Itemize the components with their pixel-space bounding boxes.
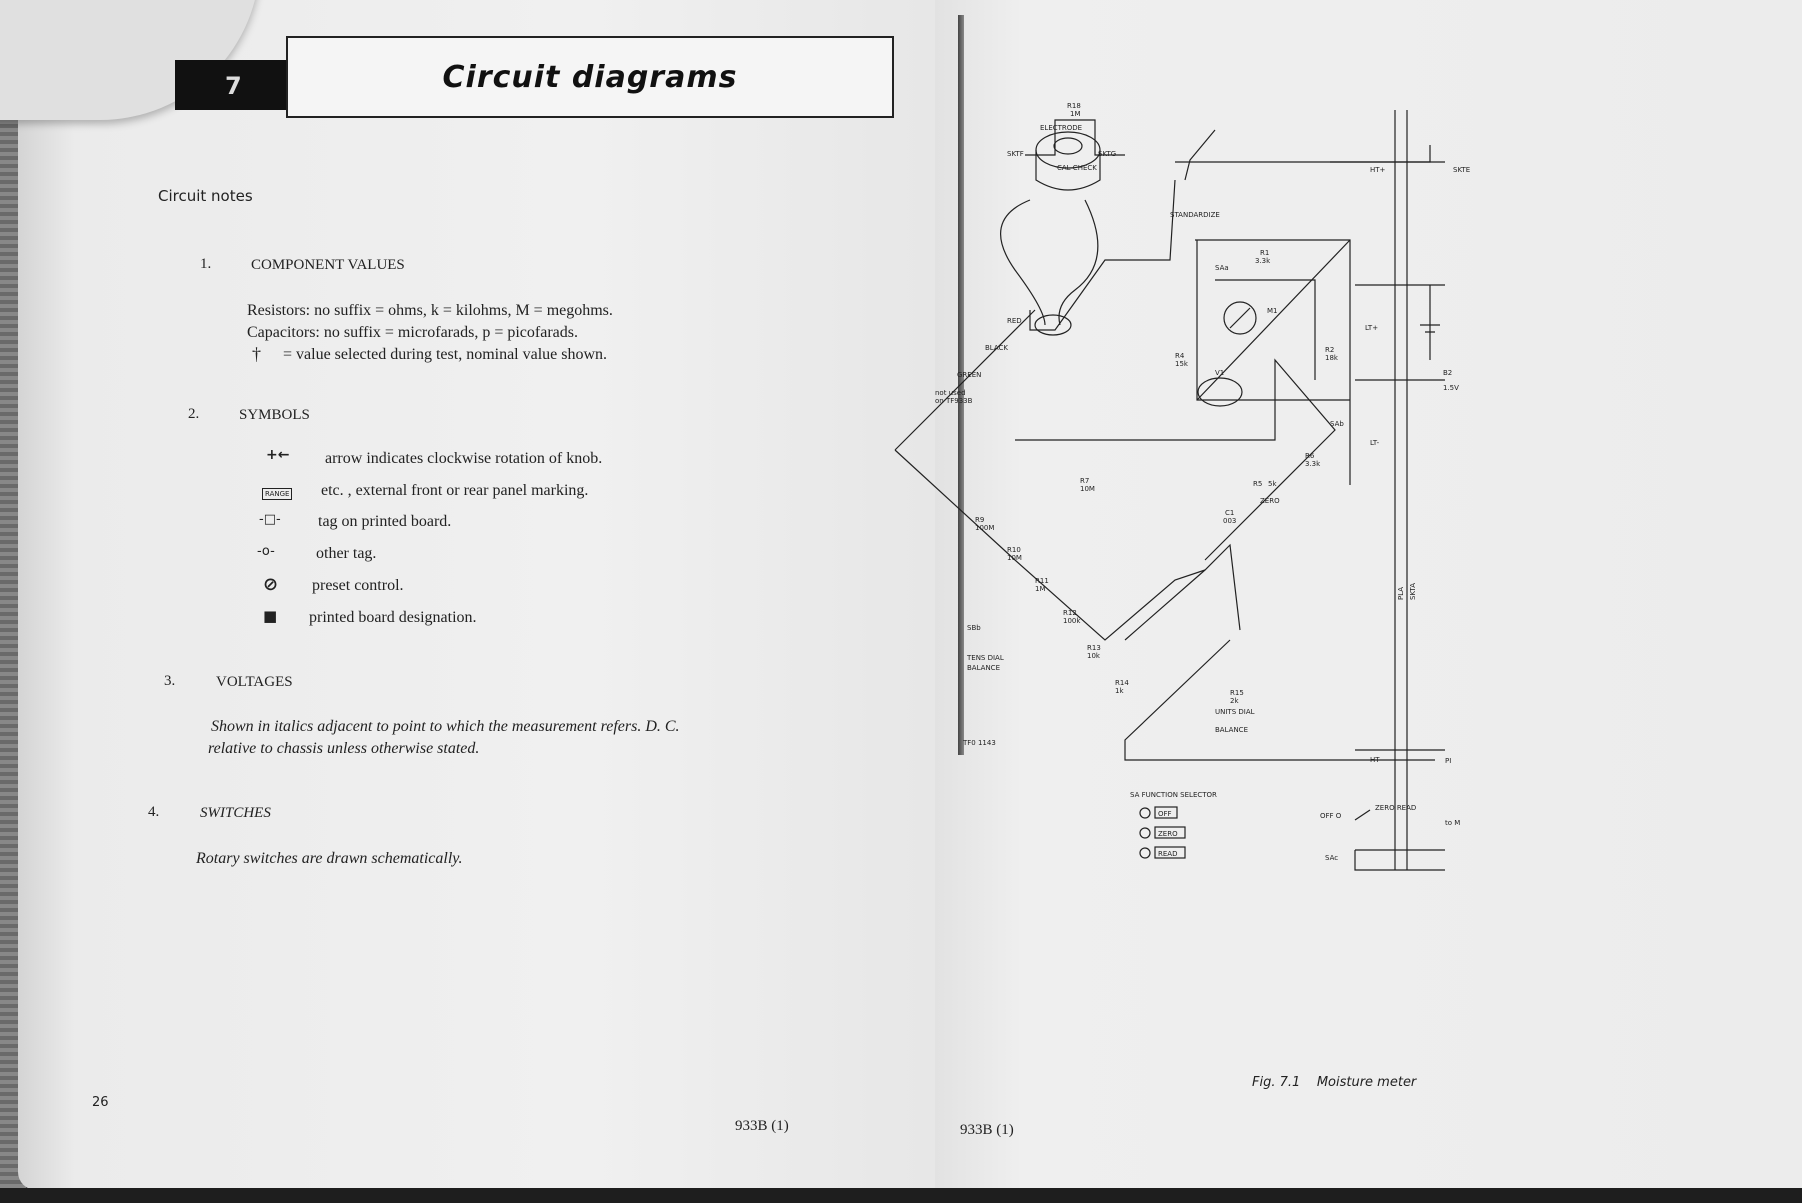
symbol-preset-text: preset control.	[312, 577, 404, 594]
dagger-symbol: †	[252, 344, 261, 364]
svg-text:3.3k: 3.3k	[1255, 257, 1271, 265]
figure-number: Fig. 7.1	[1252, 1075, 1301, 1090]
tag-symbol-glyph: -□-	[259, 512, 281, 527]
svg-text:V1: V1	[1215, 369, 1225, 377]
svg-text:003: 003	[1223, 517, 1237, 525]
svg-text:CAL CHECK: CAL CHECK	[1057, 164, 1097, 172]
note-4-number: 4.	[148, 804, 160, 820]
svg-text:10M: 10M	[1080, 485, 1095, 493]
svg-text:18k: 18k	[1325, 354, 1338, 362]
symbol-tag-text: tag on printed board.	[318, 513, 452, 530]
svg-text:ZERO: ZERO	[1260, 497, 1280, 505]
svg-text:R10: R10	[1007, 546, 1021, 554]
svg-text:SA FUNCTION SELECTOR: SA FUNCTION SELECTOR	[1130, 791, 1217, 799]
svg-text:BLACK: BLACK	[985, 344, 1009, 352]
note-3-line-1: Shown in italics adjacent to point to which the measurement refers. D. C.	[211, 718, 680, 735]
circuit-diagram	[935, 100, 1675, 1000]
note-4-line-1: Rotary switches are drawn schematically.	[196, 850, 463, 867]
svg-text:RED: RED	[1007, 317, 1022, 325]
symbol-arrow-text: arrow indicates clockwise rotation of knob.	[325, 450, 603, 467]
svg-text:1k: 1k	[1115, 687, 1124, 695]
svg-text:1.5V: 1.5V	[1443, 384, 1459, 392]
svg-text:SAb: SAb	[1330, 420, 1344, 428]
svg-text:TENS DIAL: TENS DIAL	[967, 654, 1004, 662]
svg-text:10k: 10k	[1087, 652, 1100, 660]
svg-text:R15: R15	[1230, 689, 1244, 697]
svg-text:R14: R14	[1115, 679, 1129, 687]
right-footer-code: 933B (1)	[960, 1122, 1014, 1138]
note-1-line-3: = value selected during test, nominal value shown.	[283, 346, 608, 363]
chapter-tab	[175, 60, 290, 110]
svg-text:BALANCE: BALANCE	[1215, 726, 1248, 734]
svg-text:OFF O: OFF O	[1320, 812, 1342, 820]
svg-text:100k: 100k	[1063, 617, 1081, 625]
left-footer-code: 933B (1)	[735, 1118, 789, 1134]
svg-text:SKTE: SKTE	[1453, 166, 1471, 174]
svg-text:OFF: OFF	[1158, 810, 1172, 818]
symbol-range-text: etc. , external front or rear panel marking.	[321, 482, 589, 499]
svg-text:M1: M1	[1267, 307, 1278, 315]
svg-text:R11: R11	[1035, 577, 1049, 585]
svg-text:R5: R5	[1253, 480, 1263, 488]
svg-text:R18: R18	[1067, 102, 1081, 110]
svg-text:LT-: LT-	[1370, 439, 1380, 447]
svg-text:PLA: PLA	[1397, 586, 1405, 600]
figure-title: Moisture meter	[1316, 1075, 1417, 1090]
svg-text:SBb: SBb	[967, 624, 981, 632]
svg-text:SKTA: SKTA	[1409, 582, 1417, 600]
spine-shadow	[958, 15, 964, 755]
svg-text:100M: 100M	[975, 524, 995, 532]
svg-text:R12: R12	[1063, 609, 1077, 617]
svg-text:not used: not used	[935, 389, 966, 397]
svg-text:R1: R1	[1260, 249, 1270, 257]
svg-text:C1: C1	[1225, 509, 1235, 517]
page-number: 26	[92, 1095, 109, 1110]
svg-text:SKTF: SKTF	[1007, 150, 1024, 158]
chapter-number: 7	[225, 72, 242, 100]
svg-text:1M: 1M	[1035, 585, 1046, 593]
svg-text:ZERO: ZERO	[1158, 830, 1178, 838]
page-title: Circuit diagrams	[442, 59, 738, 95]
note-1-heading: COMPONENT VALUES	[251, 257, 405, 273]
note-3-line-2: relative to chassis unless otherwise stated.	[208, 740, 480, 757]
svg-text:5k: 5k	[1268, 480, 1277, 488]
svg-text:SAa: SAa	[1215, 264, 1229, 272]
svg-text:GREEN: GREEN	[957, 371, 982, 379]
note-1-line-2: Capacitors: no suffix = microfarads, p = picofarads.	[247, 324, 578, 341]
figure-caption	[1252, 1075, 1416, 1090]
svg-text:HT-: HT-	[1370, 756, 1382, 764]
note-2-heading: SYMBOLS	[239, 407, 310, 423]
svg-text:SAc: SAc	[1325, 854, 1339, 862]
svg-text:ELECTRODE: ELECTRODE	[1040, 124, 1083, 132]
svg-text:ZERO READ: ZERO READ	[1375, 804, 1417, 812]
svg-text:B2: B2	[1443, 369, 1453, 377]
other-tag-glyph: -o-	[257, 544, 275, 559]
title-box	[286, 36, 894, 118]
table-edge	[0, 1188, 1802, 1203]
note-2-number: 2.	[188, 406, 200, 422]
left-page	[18, 0, 963, 1190]
range-symbol-glyph: RANGE	[262, 483, 292, 501]
section-heading: Circuit notes	[158, 187, 253, 205]
svg-text:R9: R9	[975, 516, 985, 524]
svg-text:READ: READ	[1158, 850, 1178, 858]
svg-text:R7: R7	[1080, 477, 1090, 485]
svg-text:STANDARDIZE: STANDARDIZE	[1170, 211, 1220, 219]
svg-text:TF0 1143: TF0 1143	[963, 739, 996, 747]
note-3-heading: VOLTAGES	[216, 674, 293, 690]
svg-text:on TF933B: on TF933B	[935, 397, 973, 405]
svg-text:to M: to M	[1445, 819, 1461, 827]
svg-text:SKTG: SKTG	[1098, 150, 1117, 158]
svg-text:R6: R6	[1305, 452, 1315, 460]
svg-text:PI: PI	[1445, 757, 1452, 765]
svg-text:1M: 1M	[1070, 110, 1081, 118]
board-designation-icon: ■	[263, 607, 278, 625]
svg-text:10M: 10M	[1007, 554, 1022, 562]
electrode-icon	[1036, 132, 1100, 168]
symbol-other-tag-text: other tag.	[316, 545, 377, 562]
svg-text:BALANCE: BALANCE	[967, 664, 1000, 672]
note-1-number: 1.	[200, 256, 212, 272]
svg-text:HT+: HT+	[1370, 166, 1386, 174]
svg-text:UNITS DIAL: UNITS DIAL	[1215, 708, 1255, 716]
svg-text:3.3k: 3.3k	[1305, 460, 1321, 468]
note-1-line-1: Resistors: no suffix = ohms, k = kilohms, M = megohms.	[247, 302, 613, 319]
svg-text:15k: 15k	[1175, 360, 1188, 368]
svg-text:R13: R13	[1087, 644, 1101, 652]
svg-text:R4: R4	[1175, 352, 1185, 360]
preset-control-icon: ⊘	[263, 574, 279, 595]
symbol-board-text: printed board designation.	[309, 609, 477, 626]
svg-text:LT+: LT+	[1365, 324, 1379, 332]
note-3-number: 3.	[164, 673, 176, 689]
svg-text:R2: R2	[1325, 346, 1335, 354]
note-4-heading: SWITCHES	[200, 805, 271, 821]
arrow-symbol-glyph: +←	[266, 447, 290, 463]
svg-text:2k: 2k	[1230, 697, 1239, 705]
